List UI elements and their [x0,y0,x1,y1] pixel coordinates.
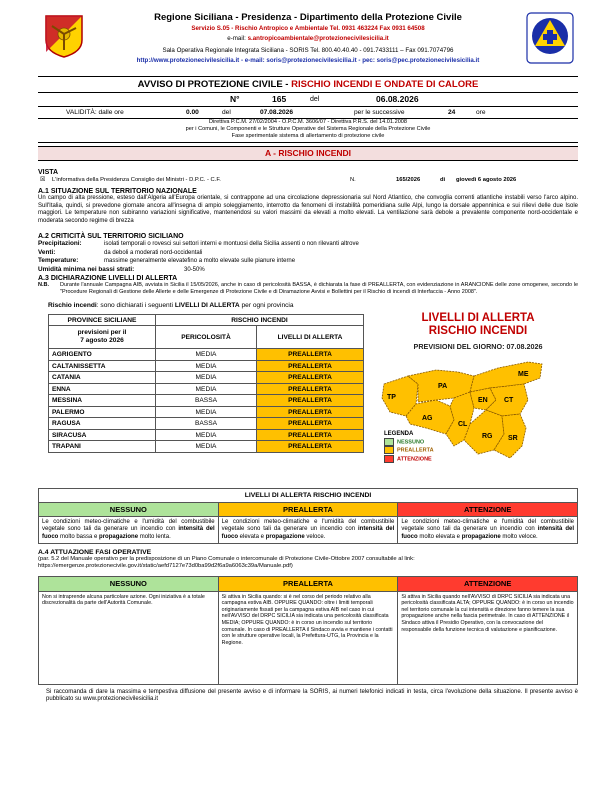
avviso-number: 165 [272,94,287,104]
validity-ore: ore [476,109,486,116]
a3-nb-text: Durante l'annuale Campagna AIB, avviata in Sicilia il 15/05/2026, anche in caso di pericolosità BASSA, è dichiarata la fase di PREALLERTA, con evidenziazione in ARANCIONE delle zone omogenee, secondo le "Procedure Regionali di Gestione delle Allerte e delle Emergenze di Protezione Civile e di Diramazione Avvisi e Bollettini per il Rischio di incendi di Interfaccia - Anno 2008". [60,282,578,296]
section-a-title: A - RISCHIO INCENDI [38,146,578,161]
a2-row-value: isolati temporali o rovesci sui settori interni e montuosi della Sicilia assenti o non rilevanti altrove [104,241,359,248]
a2-umidita-value: 30-50% [184,266,205,273]
header-website-link[interactable]: http://www.protezionecivilesicilia.it [136,56,240,64]
header-text [94,12,522,65]
header-servizio: Servizio S.05 - Rischio Antropico e Ambientale Tel. 0931 463224 Fax 0931 64508 [191,25,425,32]
fasi-table [38,576,578,685]
province-name: CALTANISSETTA [49,360,156,372]
validity-del-label: del [222,109,231,116]
a3-declared-prefix: Rischio incendi [48,301,97,309]
province-livello: PREALLERTA [257,349,364,361]
province-name: CATANIA [49,372,156,384]
level-desc-mid: molto bassa e [58,533,100,540]
province-row [49,395,364,407]
civil-protection-logo-icon [526,12,574,64]
province-name: SIRACUSA [49,429,156,441]
level-head-nessuno: NESSUNO [39,502,219,516]
province-pericolosita: MEDIA [156,429,257,441]
validity-row [38,106,578,119]
levels-table [38,488,578,544]
map-forecast [378,342,578,351]
header-title: Regione Siciliana - Presidenza - Dipartimento della Protezione Civile [154,12,462,23]
province-table [48,314,364,453]
map-label-ag: AG [422,414,433,422]
vista-checkbox: ☒ [40,177,46,183]
a2-row-value: da deboli a moderati nord-occidentali [104,249,203,256]
map-label-cl: CL [458,420,468,428]
a3-note [38,282,578,296]
a3-nb-label: N.B. [38,282,49,289]
level-desc-bold-2: propagazione [265,533,305,540]
footer-note: Si raccomanda di dare la massima e tempestiva diffusione del presente avviso e di informare la SORIS, ai numeri telefonici indicati in testa, circa l'evoluzione della situazione. Il presente avviso è pubblicato su www.protezionecivilesicilia.it [46,688,578,702]
th-previsioni [49,326,156,349]
avviso-highlight: RISCHIO INCENDI E ONDATE DI CALORE [291,79,479,90]
avviso-title [38,76,578,93]
map-label-pa: PA [438,382,448,390]
level-desc-bold-1: intensità del fuoco [221,526,395,540]
legend-item [384,455,434,463]
a2-umidita-key: Umidità minima nei bassi strati: [38,265,135,273]
province-pericolosita: MEDIA [156,406,257,418]
province-livello: PREALLERTA [257,372,364,384]
province-row [49,418,364,430]
level-desc-nessuno [39,516,219,543]
vista-di-label: di [440,177,446,183]
fase-head-attenzione: ATTENZIONE [398,576,578,591]
map-label-ct: CT [504,396,514,404]
validity-hours: 24 [448,109,456,116]
sicily-map [378,354,578,484]
legend-label: NESSUNO [397,439,425,446]
a2-row-key: Venti: [38,248,56,256]
province-row [49,360,364,372]
level-desc-text: Le condizioni meteo-climatiche e l'umidità del combustibile vegetale sono tali da generare un incendio con [401,518,574,533]
vista-row [38,176,578,185]
map-panel [378,312,578,351]
vista-title: VISTA [38,169,59,176]
level-desc-mid: molto elevata e [417,533,462,540]
fase-desc-nessuno: Non si intraprende alcuna particolare azione. Ogni iniziativa è a totale discrezionalità da parte dell'Autorità Comunale. [39,591,219,684]
level-desc-text: Le condizioni meteo-climatiche e l'umidità del combustibile vegetale sono tali da generare un incendio con [221,518,395,533]
avviso-date: 06.08.2026 [376,94,419,104]
level-desc-bold-2: propagazione [99,533,139,540]
validity-successive-label: per le successive [354,109,405,116]
level-desc-text: Le condizioni meteo-climatiche e l'umidità del combustibile vegetale sono tali da generare un incendio con [42,518,215,533]
a2-row [38,249,578,258]
level-desc-bold-1: intensità del fuoco [42,526,215,540]
a4-text-body: (par. 5.2 del Manuale operativo per la predisposizione di un Piano Comunale o intercomunale di Protezione Civile-Ottobre 2007 consultabile al link: [38,556,415,563]
a3-declared-suffix: per ogni provincia [239,301,294,309]
level-desc-end: molto lenta. [138,533,171,540]
vista-date: giovedì 6 agosto 2026 [456,177,517,183]
validity-label: VALIDITÀ: dalle ore [66,109,124,116]
map-legend [384,430,434,463]
map-label-tp: TP [387,393,396,401]
fase-desc-attenzione: Si attiva in Sicilia quando nell'AVVISO di DRPC SICILIA sia indicata una pericolosità classificata ALTA; OPPURE QUANDO: è in corso un incendio nel territorio comunale la cui intensità e direzione fanno temere la sua propagazione anche nella fascia perimetrale. In caso di ATTENZIONE il Sindaco attiva il Presidio Operativo, con la convocazione del responsabile della funzione tecnica di valutazione e pianificazione. [398,591,578,684]
province-name: PALERMO [49,406,156,418]
validity-date: 07.08.2026 [260,109,294,116]
legend-swatch [384,446,394,454]
a2-row [38,240,578,249]
header-sala: Sala Operativa Regionale Integrata Siciliana - SORIS Tel. 800.40.40.40 - 091.7433111 – Fax 091.7074796 [162,47,454,54]
legend-title: LEGENDA [384,430,414,437]
document-header [38,8,578,76]
a4-manual-link[interactable]: https://emergenze.protezionecivile.gov.it/static/aefd7127e73d0ba99d2f6a9a6063c39a/Manuale.pdf) [38,563,293,570]
header-pec-link[interactable]: soris@pec.protezionecivilesicilia.it [376,56,480,64]
province-livello: PREALLERTA [257,441,364,453]
fase-head-preallerta: PREALLERTA [218,576,398,591]
province-pericolosita: MEDIA [156,441,257,453]
a3-declared-mid: : sono dichiarati i seguenti [96,301,175,309]
a1-title: A.1 SITUAZIONE SUL TERRITORIO NAZIONALE [38,188,197,195]
province-name: MESSINA [49,395,156,407]
avviso-number-row [38,93,578,106]
a2-title: A.2 CRITICITÀ SUL TERRITORIO SICILIANO [38,233,184,241]
header-pec-label: - pec: [356,56,377,64]
header-email-link[interactable]: s.antropicoambientale@protezionecivilesicilia.it [247,34,389,42]
province-name: AGRIGENTO [49,349,156,361]
level-head-preallerta: PREALLERTA [218,502,398,516]
province-row [49,406,364,418]
a1-text: Un campo di alta pressione, esteso dall'Algeria all'Europa orientale, si contrappone ad una circolazione depressionaria sul Nord Atlantico, che convoglia correnti atlantiche instabili verso l'arco alpino. Sull'Italia, quindi, si prevedone giornate ancora all'insegna di ampio soleggiamento, interrotto da fenomeni di instabilità pomeridiana sulle Alpi, lungo la dorsale appenninica e sui rilievi delle due Isole maggiori. Le temperature non subiranno variazioni significative, mantenendosi su valori massimi da elevati a molto elevati. La ventilazione sarà debole a prevalente componente nord-occidentale e moderata secondo regime di brezza [38,195,578,224]
th-previsioni-label: previsioni per il [77,329,127,337]
avviso-del-label: del [310,96,320,103]
header-web-email-link[interactable]: soris@protezionecivilesicilia.it [266,56,357,64]
level-desc-end: veloce. [304,533,326,540]
legend-label: ATTENZIONE [397,456,432,463]
map-label-rg: RG [482,432,493,440]
a2-row [38,257,578,266]
a2-row-key: Temperature: [38,257,79,265]
fase-head-nessuno: NESSUNO [39,576,219,591]
directive-line-3: Fase sperimentale sistema di allertamento di protezione civile [231,133,385,139]
a2-row-value: massime generalmente elevatefino a molto elevate sulle pianure interne [104,258,296,265]
level-desc-attenzione [398,516,578,543]
th-province: PROVINCE SICILIANE [49,314,156,326]
province-pericolosita: MEDIA [156,349,257,361]
map-title-1: LIVELLI DI ALLERTA [421,311,535,324]
level-desc-bold-1: intensità del fuoco [401,526,574,540]
document-page [38,8,578,703]
province-pericolosita: MEDIA [156,372,257,384]
level-desc-mid: elevata e [238,533,266,540]
a3-declared [48,302,578,309]
province-name: TRAPANI [49,441,156,453]
province-pericolosita: BASSA [156,418,257,430]
map-forecast-date: 07.08.2026 [506,341,543,351]
avviso-n-label: N° [230,94,240,104]
avviso-prefix: AVVISO DI PROTEZIONE CIVILE - [137,79,292,90]
province-pericolosita: MEDIA [156,383,257,395]
a4-text [38,556,578,570]
a3-title: A.3 DICHIARAZIONE LIVELLI DI ALLERTA [38,275,178,283]
vista-n-label: N. [350,177,356,183]
level-head-attenzione: ATTENZIONE [398,502,578,516]
th-previsioni-date: 7 agosto 2026 [80,337,124,345]
province-row [49,372,364,384]
map-label-me: ME [518,370,529,378]
legend-label: PREALLERTA [397,447,434,454]
a2-umidita [38,266,578,275]
map-label-en: EN [478,396,488,404]
a3-declared-bold: LIVELLI DI ALLERTA [174,301,240,309]
legend-swatch [384,438,394,446]
legend-swatch [384,455,394,463]
a4-title: A.4 ATTUAZIONE FASI OPERATIVE [38,549,152,557]
fase-desc-preallerta: Si attiva in Sicilia quando: si è nel corso del periodo relativo alla campagna estiva AIB. OPPURE QUANDO: oltre i limiti temporali originariamente fissati per la campagna estiva AIB nel caso in cui nell'AVVISO del DRPC SICILIA sia indicata una pericolosità classificata MEDIA; OPPURE QUANDO: è in corso un incendio sul territorio comunale. In caso di PREALLERTA il Sindaco avvia e mantiene i contatti con le strutture operative locali, la Prefettura-UTG, la Provincia e la Regione. [218,591,398,684]
a2-row-key: Precipitazioni: [38,240,82,248]
province-livello: PREALLERTA [257,395,364,407]
validity-from: 0.00 [186,109,199,116]
level-desc-bold-2: propagazione [461,533,501,540]
province-livello: PREALLERTA [257,429,364,441]
province-livello: PREALLERTA [257,418,364,430]
province-livello: PREALLERTA [257,360,364,372]
province-name: ENNA [49,383,156,395]
level-desc-preallerta [218,516,398,543]
allerta-block [38,312,578,484]
directives [38,119,578,143]
province-row [49,441,364,453]
th-pericolosita: PERICOLOSITÀ [156,326,257,349]
vista-text: L'informativa della Presidenza Consiglio dei Ministri - D.P.C. - C.F. [52,177,221,183]
province-row [49,383,364,395]
level-desc-end: molto veloce. [500,533,538,540]
province-livello: PREALLERTA [257,406,364,418]
header-email-label: e-mail: [227,34,246,42]
province-pericolosita: MEDIA [156,360,257,372]
map-forecast-label: PREVISIONI DEL GIORNO: [413,341,505,351]
region-sicily-emblem-icon [44,14,84,58]
map-title-2: RISCHIO INCENDI [428,324,528,337]
province-row [49,349,364,361]
legend-item [384,446,434,454]
vista-number: 165/2026 [396,177,421,183]
levels-title: LIVELLI DI ALLERTA RISCHIO INCENDI [39,488,578,502]
a2-rows [38,240,578,266]
province-row [49,429,364,441]
directive-line-2: per i Comuni, le Componenti e le Strutture Operative del Sistema Regionale della Protezione Civile [185,126,431,132]
th-rischio: RISCHIO INCENDI [156,314,364,326]
directive-line-1: Direttiva P.C.M. 27/02/2004 - O.P.C.M. 3606/07 - Direttiva P.R.S. del 14.01.2008 [208,119,408,125]
header-web-email-label: - e-mail: [239,56,267,64]
map-label-sr: SR [508,434,518,442]
th-livelli: LIVELLI DI ALLERTA [257,326,364,349]
province-livello: PREALLERTA [257,383,364,395]
province-pericolosita: BASSA [156,395,257,407]
legend-item [384,438,434,446]
province-name: RAGUSA [49,418,156,430]
